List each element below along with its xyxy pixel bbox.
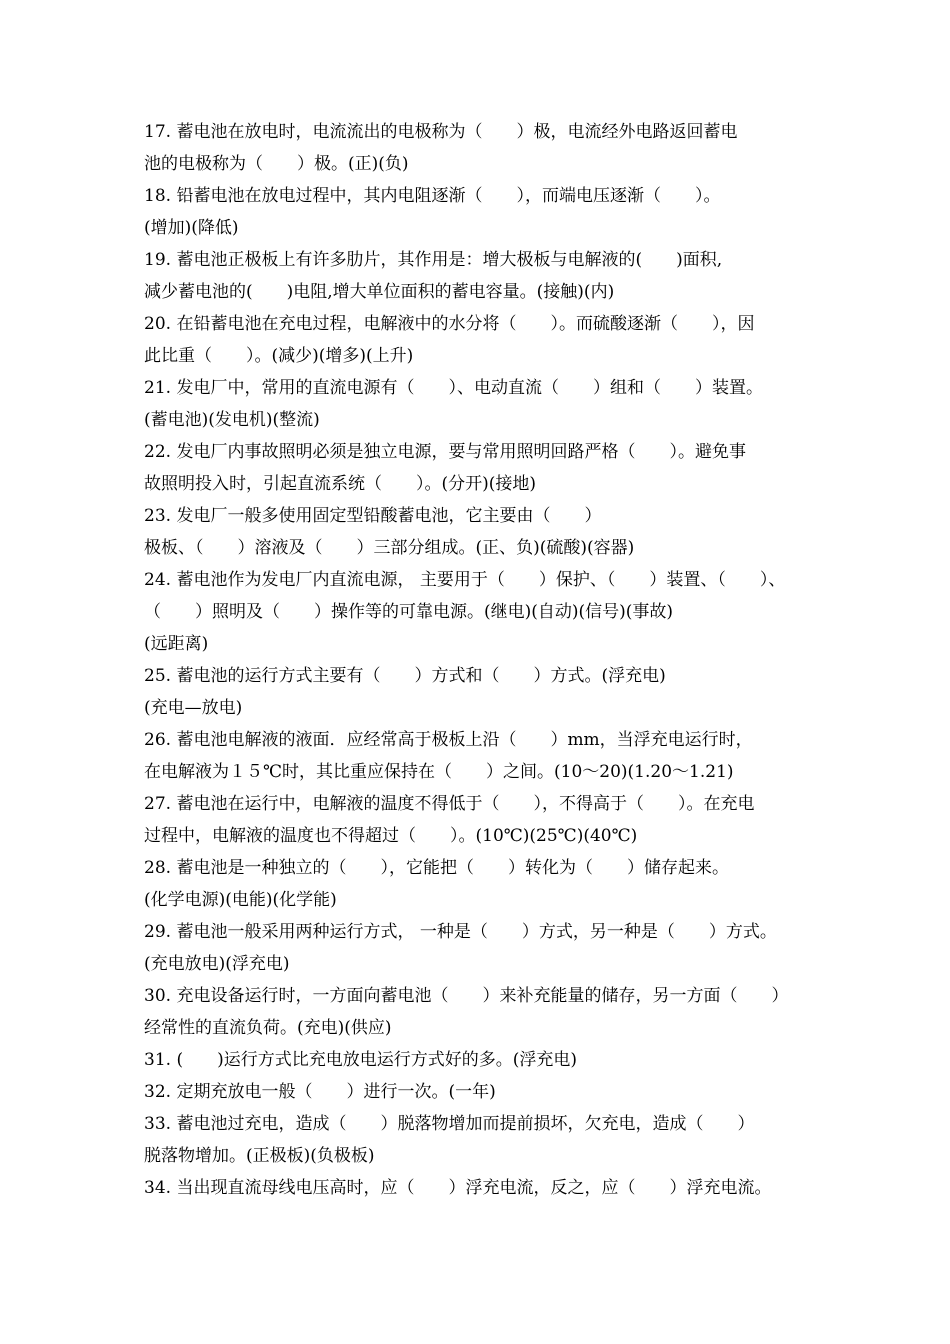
text-line: 22. 发电厂内事故照明必须是独立电源，要与常用照明回路严格（ ）。避免事	[144, 442, 746, 462]
text-line: 26. 蓄电池电解液的液面．应经常高于极板上沿（ ）mm，当浮充电运行时，	[144, 730, 753, 750]
document-body	[144, 116, 810, 1204]
text-line: 20. 在铅蓄电池在充电过程，电解液中的水分将（ ）。而硫酸逐渐（ ），因	[144, 314, 755, 334]
text-line: 31. ( )运行方式比充电放电运行方式好的多。(浮充电)	[144, 1050, 577, 1070]
text-line: 24. 蓄电池作为发电厂内直流电源， 主要用于（ ）保护、（ ）装置、（ ）、	[144, 570, 786, 590]
text-line: 过程中，电解液的温度也不得超过（ ）。(10℃)(25℃)(40℃)	[144, 826, 638, 846]
text-line: (化学电源)(电能)(化学能)	[144, 890, 337, 910]
text-line: (蓄电池)(发电机)(整流)	[144, 410, 320, 430]
text-line: 17. 蓄电池在放电时，电流流出的电极称为（ ）极，电流经外电路返回蓄电	[144, 122, 738, 142]
text-line: (增加)(降低)	[144, 218, 239, 238]
text-line: 此比重（ ）。(减少)(增多)(上升)	[144, 346, 414, 366]
text-line: 18. 铅蓄电池在放电过程中，其内电阻逐渐（ ），而端电压逐渐（ ）。	[144, 186, 721, 206]
text-line: 29. 蓄电池一般采用两种运行方式， 一种是（ ）方式，另一种是（ ）方式。	[144, 922, 777, 942]
text-line: 极板、（ ）溶液及（ ）三部分组成。(正、负)(硫酸)(容器)	[144, 538, 635, 558]
text-line: (充电放电)(浮充电)	[144, 954, 290, 974]
text-line: 脱落物增加。(正极板)(负极板)	[144, 1146, 375, 1166]
text-line: 21. 发电厂中，常用的直流电源有（ ）、电动直流（ ）组和（ ）装置。	[144, 378, 763, 398]
text-line: 在电解液为１５℃时，其比重应保持在（ ）之间。(10～20)(1.20～1.21)	[144, 762, 734, 782]
text-line: 减少蓄电池的( )电阻,增大单位面积的蓄电容量。(接触)(内)	[144, 282, 615, 302]
text-line: 23. 发电厂一般多使用固定型铅酸蓄电池，它主要由（ ）	[144, 506, 602, 526]
text-line: 33. 蓄电池过充电，造成（ ）脱落物增加而提前损坏，欠充电，造成（ ）	[144, 1114, 755, 1134]
text-line: 故照明投入时，引起直流系统（ ）。(分开)(接地)	[144, 474, 537, 494]
text-line: 19. 蓄电池正极板上有许多肋片，其作用是：增大极板与电解液的( )面积,	[144, 250, 723, 270]
text-line: （ ）照明及（ ）操作等的可靠电源。(继电)(自动)(信号)(事故)	[144, 602, 674, 622]
text-line: 池的电极称为（ ）极。(正)(负)	[144, 154, 409, 174]
text-line: 27. 蓄电池在运行中，电解液的温度不得低于（ ），不得高于（ ）。在充电	[144, 794, 755, 814]
text-line: 经常性的直流负荷。(充电)(供应)	[144, 1018, 392, 1038]
text-line: 30. 充电设备运行时，一方面向蓄电池（ ）来补充能量的储存，另一方面（ ）	[144, 986, 789, 1006]
text-line: 25. 蓄电池的运行方式主要有（ ）方式和（ ）方式。(浮充电)	[144, 666, 666, 686]
text-line: 28. 蓄电池是一种独立的（ ），它能把（ ）转化为（ ）储存起来。	[144, 858, 729, 878]
text-line: (充电—放电)	[144, 698, 243, 718]
text-line: 32. 定期充放电一般（ ）进行一次。(一年)	[144, 1082, 496, 1102]
text-line: 34. 当出现直流母线电压高时，应（ ）浮充电流，反之，应（ ）浮充电流。	[144, 1178, 772, 1198]
text-line: (远距离)	[144, 634, 209, 654]
